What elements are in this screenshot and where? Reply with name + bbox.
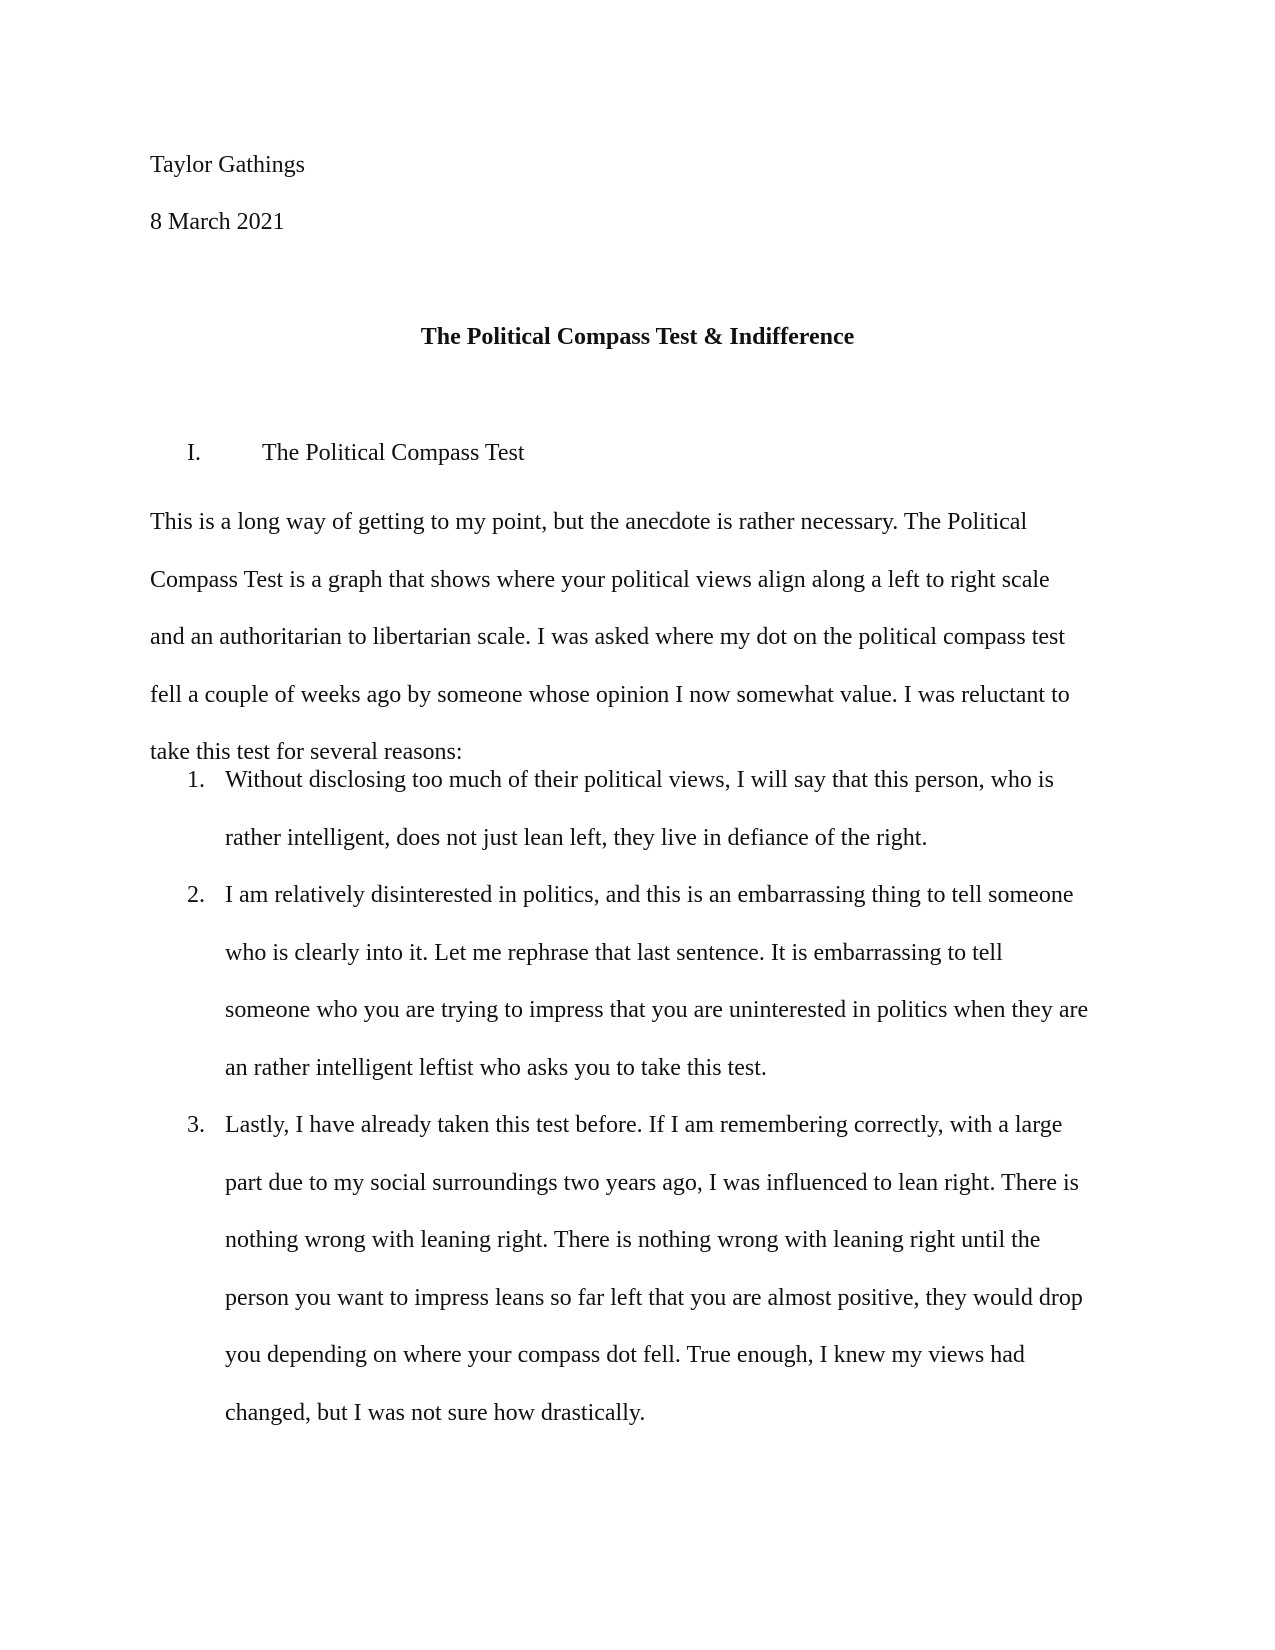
list-item-line: an rather intelligent leftist who asks you to take this test. <box>225 1054 767 1081</box>
list-item-text <box>225 752 1054 867</box>
document-title: The Political Compass Test & Indifference <box>420 324 855 350</box>
list-item-line: part due to my social surroundings two years ago, I was influenced to lean right. There is <box>225 1169 1080 1196</box>
list-item-line: you depending on where your compass dot fell. True enough, I knew my views had <box>225 1342 1025 1368</box>
paragraph-line: take this test for several reasons: <box>150 739 463 765</box>
list-item-line: Lastly, I have already taken this test before. If I am remembering correctly, with a large <box>225 1112 1063 1138</box>
list-item-number: 1. <box>187 767 205 793</box>
list-item-line: nothing wrong with leaning right. There is nothing wrong with leaning right until the <box>225 1227 1041 1253</box>
list-item-line: someone who you are trying to impress that you are uninterested in politics when they are <box>225 997 1089 1023</box>
list-item-text <box>225 1097 1083 1442</box>
list-item-number: 3. <box>187 1112 205 1138</box>
list-item-line: who is clearly into it. Let me rephrase that last sentence. It is embarrassing to tell <box>225 939 1003 966</box>
list-item-line: changed, but I was not sure how drastically. <box>225 1399 646 1426</box>
intro-paragraph <box>150 494 1120 782</box>
list-item-text <box>225 867 1088 1097</box>
list-item-number: 2. <box>187 882 205 908</box>
author-name: Taylor Gathings <box>150 152 305 178</box>
section-number: I. <box>187 440 201 466</box>
paragraph-line: and an authoritarian to libertarian scale. I was asked where my dot on the political compass test <box>150 624 1066 650</box>
list-item-line: Without disclosing too much of their political views, I will say that this person, who is <box>225 767 1054 793</box>
paragraph-line: Compass Test is a graph that shows where your political views align along a left to right scale <box>150 566 1050 593</box>
paragraph-line: This is a long way of getting to my point, but the anecdote is rather necessary. The Political <box>150 509 1028 535</box>
list-item-line: person you want to impress leans so far left that you are almost positive, they would drop <box>225 1284 1083 1311</box>
list-item-line: rather intelligent, does not just lean left, they live in defiance of the right. <box>225 824 928 851</box>
paragraph-line: fell a couple of weeks ago by someone whose opinion I now somewhat value. I was reluctant to <box>150 681 1070 708</box>
section-heading: The Political Compass Test <box>262 440 525 466</box>
list-item-line: I am relatively disinterested in politics, and this is an embarrassing thing to tell someone <box>225 882 1074 908</box>
document-date: 8 March 2021 <box>150 209 285 235</box>
